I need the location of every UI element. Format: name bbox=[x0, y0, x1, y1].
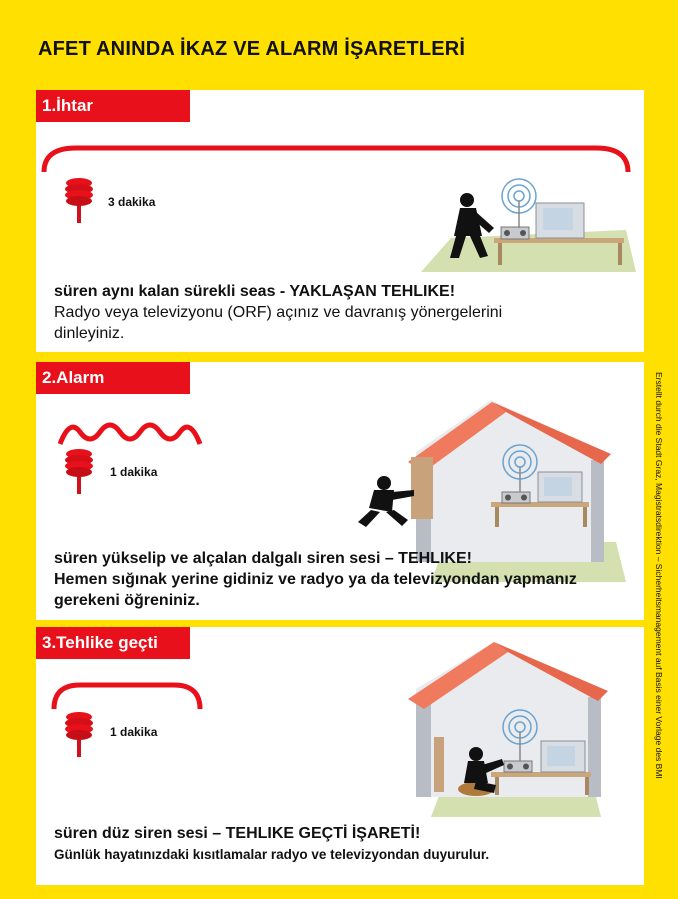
person-running-icon bbox=[358, 476, 414, 527]
description-instruction: Günlük hayatınızdaki kısıtlamalar radyo ve televizyondan duyurulur. bbox=[54, 847, 490, 862]
description-instruction: Radyo veya televizyonu (ORF) açınız ve davranış yönergelerini dinleyiniz. bbox=[54, 304, 503, 342]
side-credit-note: Erstellt durch die Stadt Graz, Magistratsdirektion – Sicherheitsmanagement auf Basis einer Vorlage des BMI bbox=[654, 372, 664, 779]
duration-label: 3 dakika bbox=[108, 195, 156, 209]
description-headline: süren aynı kalan sürekli seas - YAKLAŞAN TEHLIKE! bbox=[54, 283, 456, 300]
section-header: 3.Tehlike geçti bbox=[36, 627, 190, 659]
section-header: 1.İhtar bbox=[36, 90, 190, 122]
section-header: 2.Alarm bbox=[36, 362, 190, 394]
signal-line-wavy bbox=[60, 425, 200, 444]
section-all-clear bbox=[36, 627, 644, 885]
signal-line-steady-long bbox=[44, 148, 628, 172]
house-shelter-icon bbox=[408, 642, 608, 817]
section-description bbox=[54, 548, 639, 611]
description-instruction: Hemen sığınak yerine gidiniz ve radyo ya da televizyondan yapmanız gerekeni öğreniniz. bbox=[54, 571, 577, 609]
radio-waves-icon bbox=[502, 179, 536, 228]
signal-line-steady-short bbox=[54, 685, 200, 709]
section-description bbox=[54, 823, 639, 865]
siren-icon bbox=[65, 712, 93, 757]
section-description bbox=[54, 281, 639, 344]
duration-label: 1 dakika bbox=[110, 725, 158, 739]
duration-label: 1 dakika bbox=[110, 465, 158, 479]
page-title: AFET ANINDA İKAZ VE ALARM İŞARETLERİ bbox=[38, 38, 466, 60]
section-alarm bbox=[36, 362, 644, 620]
section-warning bbox=[36, 90, 644, 352]
siren-icon bbox=[65, 178, 93, 223]
siren-icon bbox=[65, 449, 93, 494]
description-headline: süren düz siren sesi – TEHLIKE GEÇTİ İŞARETİ! bbox=[54, 825, 421, 842]
description-headline: süren yükselip ve alçalan dalgalı siren sesi – TEHLIKE! bbox=[54, 550, 472, 567]
